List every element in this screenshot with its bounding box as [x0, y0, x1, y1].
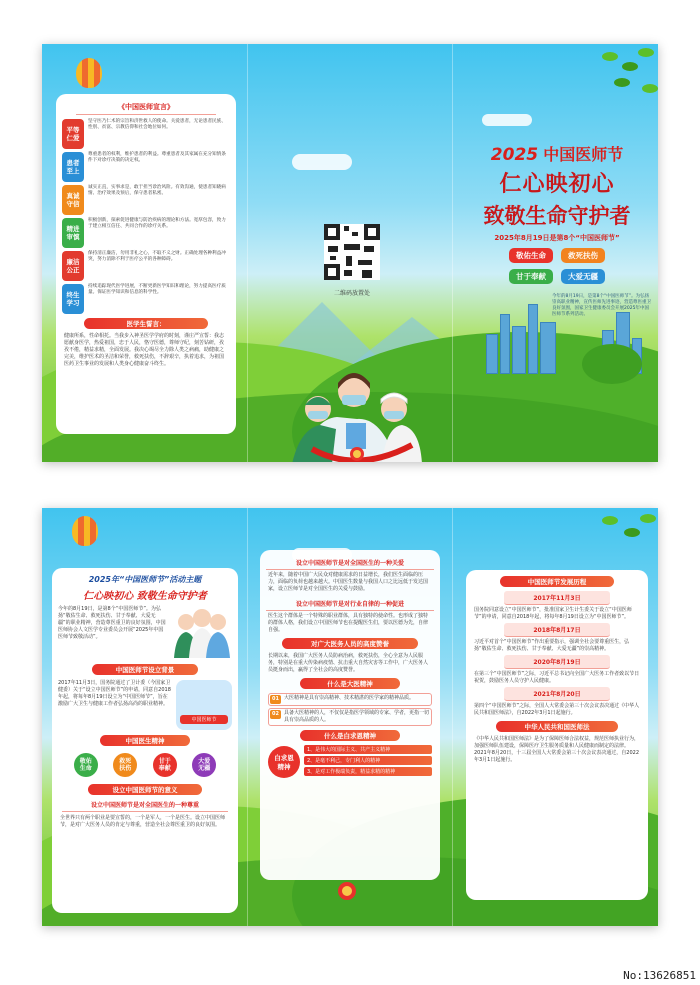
- leaf-icon: [602, 516, 618, 525]
- s1-text: 近年来，随着中国广大民众对健康需求的日益增长，我们医生面临的压力，面临的负荷也越来越大。中国医生数量与我国人口之比远低于发达国家，设立医师节是对全国医生的关爱与鼓励。: [268, 572, 429, 592]
- fold-line: [247, 508, 248, 926]
- declaration-text: 尊重患者的权利，维护患者的利益。尊重患者及其家属在充分知情条件下对诊疗决策的决定权。: [88, 152, 226, 163]
- event-text: 在第三个“中国医师节”之际，习近平总书记向全国广大医务工作者致以节日祝贺，鼓励医务人员守护人民健康。: [474, 671, 640, 684]
- s3-text: 长期以来，我国广大医务人员防病治病，救死扶伤，全心全意为人民服务，特别是在重大传染病疫情、抗击重大自然灾害等工作中，广大医务人员挺身而出，赢得了全社会的高度赞誉。: [268, 653, 429, 673]
- s5-item: 2、是毫不利己，专门利人的精神: [304, 756, 432, 765]
- s4-list: [260, 693, 440, 726]
- event-date: 2017年11月3日: [504, 591, 610, 605]
- watermark-id: No:13626851: [623, 969, 696, 982]
- oath-title: 医学生誓言：: [84, 318, 208, 329]
- declaration-text: 坚守医乃仁术的宗旨和济世救人的使命。关爱患者，无论患者民族、性别、贫富、宗教信仰和社会地位如何。: [88, 119, 226, 130]
- spirit-circle: 大爱 无疆: [192, 753, 216, 777]
- leaf-icon: [602, 52, 618, 61]
- brochure-front: [42, 44, 658, 462]
- cover-badge: 救死扶伤: [561, 248, 605, 263]
- event-date: 2018年8月17日: [504, 623, 610, 637]
- declaration-item: [62, 218, 230, 248]
- intro-text: 今年的8月19日，是第8个“中国医师节”。为弘扬“敬佑生命、救死扶伤、甘于奉献、大爱无疆”的职业精神，营造尊医重卫的良好氛围，中国医师协会人文医学专业委员会开展“2025年中国医师节致敬活动”。: [58, 606, 166, 640]
- s4-title: 什么是大医精神: [300, 678, 400, 689]
- brochure-back: [42, 508, 658, 926]
- s1-title: 设立中国医师节是对全国医生的一种关爱: [266, 556, 434, 570]
- qr-caption: 二维码放置处: [333, 290, 370, 297]
- panel3-card: [466, 570, 648, 900]
- cover-title-block: [462, 142, 652, 284]
- declaration-item: [62, 119, 230, 149]
- qr-code-icon: [324, 224, 380, 280]
- declaration-tag: 真诚 守信: [62, 185, 84, 215]
- s2-title: 设立中国医师节是对行业自律的一种促进: [266, 597, 434, 611]
- s5-badge: 白求恩 精神: [268, 746, 300, 778]
- declaration-list: [56, 119, 236, 314]
- hot-air-balloon-icon: [76, 58, 102, 88]
- cloud: [292, 154, 352, 170]
- spirit-circle: 救死 扶伤: [113, 753, 137, 777]
- declaration-tag: 平等 仁爱: [62, 119, 84, 149]
- s2-text: 医生这个群体是一个特殊的职业群体，具有独特的使命性。也形成了独特的群体人格，我们设立中国医师节也在提醒医生们，要以医德为先，自律自强。: [268, 613, 429, 633]
- tree-icon: [582, 344, 642, 384]
- intro-row: [52, 602, 238, 662]
- s4-num: 02: [272, 711, 279, 717]
- cover-badges: [462, 248, 652, 284]
- cover-line2: 致敬生命守护者: [483, 204, 631, 228]
- cover-festival: 中国医师节: [543, 145, 624, 164]
- declaration-text: 诚实正直，实事求是，敢于担当诊治风险。有效沟通，使患者知晓病情、治疗效果及预后，保守患者私密。: [88, 185, 226, 196]
- spirit-circle: 甘于 奉献: [153, 753, 177, 777]
- oath-text: 健康所系，性命相托。当我步入神圣医学学府的时刻，谨庄严宣誓：我志愿献身医学，热爱祖国，忠于人民，恪守医德，尊师守纪，刻苦钻研，孜孜不倦，精益求精，全面发展。我决心竭尽全力除人类之病痛，助健康之完美，维护医术的圣洁和荣誉，救死扶伤，不辞艰辛，执着追求，为祖国医药卫生事业的发展和人类身心健康奋斗终生。: [64, 333, 225, 367]
- declaration-title: 《中国医师宣言》: [76, 100, 216, 115]
- cover-intro: 今年的8月19日，是第8个“中国医师节”。为弘扬崇高职业精神，宣传医师先进事迹，营造尊医重卫良好氛围，国家卫生健康委员会开展2025年中国医师节系列活动。: [552, 294, 651, 317]
- theme-line: 仁心映初心 致敬生命守护者: [83, 591, 207, 602]
- cover-badge: 敬佑生命: [509, 248, 553, 263]
- declaration-text: 积极创新，探索促进健康与防治疾病的理论和方法。宽厚包容，致力于建立相互信任、共同合作的诊疗关系。: [88, 218, 226, 229]
- s4-item: [268, 693, 432, 706]
- s4-item: [268, 708, 432, 726]
- declaration-item: [62, 185, 230, 215]
- leaf-icon: [622, 62, 638, 71]
- leaf-icon: [642, 84, 658, 93]
- law-text: 《中华人民共和国医师法》是为了保障医师合法权益，规范医师执业行为，加强医师队伍建设，保障医疗卫生服务质量和人民健康而制定的法律。2021年8月20日，十三届全国人大常委会第三十次会议表决通过，自2022年3月1日起施行。: [474, 736, 640, 763]
- cover-line1: 仁心映初心: [499, 172, 615, 197]
- spirit-list: [52, 748, 238, 782]
- declaration-item: [62, 251, 230, 281]
- doctor-figure-icon: [332, 876, 362, 906]
- declaration-item: [62, 152, 230, 182]
- bg-title: 中国医师节设立背景: [92, 664, 198, 675]
- declaration-item: [62, 284, 230, 314]
- declaration-card: [56, 94, 236, 434]
- cover-badge: 大爱无疆: [561, 269, 605, 284]
- cover-badge: 甘于奉献: [509, 269, 553, 284]
- qr-placeholder: [324, 224, 380, 280]
- leaf-icon: [624, 528, 640, 537]
- doctors-illustration: [292, 349, 422, 462]
- history-title: 中国医师节发展历程: [500, 576, 614, 587]
- doctor-sticker-icon: [176, 680, 232, 730]
- s4-text: 具备大医精神的人，不仅仅是指医学领域的专家、学者，更指一切具有崇高品质的人。: [283, 710, 429, 723]
- declaration-tag: 患者 至上: [62, 152, 84, 182]
- panel1-card: [52, 568, 238, 913]
- event-text: 国务院同意设立“中国医师节”，批准国家卫生计生委关于设立“中国医师节”的申请，同意自2018年起，将每年8月19日设立为“中国医师节”。: [474, 607, 632, 620]
- event-text: 习近平对首个“中国医师节”作出重要指示，强调全社会要尊重医生，弘扬“敬佑生命、救死扶伤、甘于奉献、大爱无疆”的崇高精神。: [474, 639, 630, 652]
- history-list: [466, 591, 648, 717]
- declaration-text: 保持清正廉洁，勿用非礼之心，不取不义之财。正确处理各种利益冲突，努力消除不利于医疗公平的各种障碍。: [88, 251, 226, 262]
- s4-num: 01: [272, 696, 279, 702]
- bg-text: 2017年11月3日，国务院通过了卫计委（今国家卫健委）关于“设立中国医师节”的申请，同意自2018年起，将每年8月19日设立为“中国医师节”，旨在激励广大卫生与健康工作者弘扬高尚的职业精神。: [58, 680, 171, 707]
- meaning-sub: 设立中国医师节是对全国医生的一种尊重: [62, 798, 228, 812]
- doctors-icon: [292, 349, 422, 462]
- event-date: 2021年8月20日: [504, 687, 610, 701]
- declaration-tag: 精进 审慎: [62, 218, 84, 248]
- s5-title: 什么是白求恩精神: [300, 730, 400, 741]
- s4-text: 大医精神是具有崇高精神、技术精湛的医学家的精神品质。: [283, 695, 414, 701]
- s5-item: 3、是对工作极端负责，精益求精的精神: [304, 767, 432, 776]
- s3-title: 对广大医务人员的高度赞誉: [282, 638, 418, 649]
- leaf-icon: [638, 48, 654, 57]
- s5-item: 1、是伟大的国际主义、共产主义精神: [304, 745, 432, 754]
- meaning-text: 全世界只有两个职业是要宣誓的，一个是军人，一个是医生。设立中国医师节，是对广大医务人员的肯定与尊重，营造全社会尊医重卫的良好氛围。: [60, 815, 226, 828]
- bg-row: [52, 677, 238, 733]
- doctors-icon: [172, 606, 232, 658]
- s5-list: [304, 745, 432, 778]
- fold-line: [452, 44, 453, 462]
- declaration-tag: 廉洁 公正: [62, 251, 84, 281]
- spirit-circle: 敬佑 生命: [74, 753, 98, 777]
- event-date: 2020年8月19日: [504, 655, 610, 669]
- hot-air-balloon-icon: [72, 516, 98, 546]
- sticker-label: 中国医师节: [180, 715, 228, 724]
- event-text: 第四个“中国医师节”之际，全国人大常委会第三十次会议表决通过《中华人民共和国医师法》，自2022年3月1日起施行。: [474, 703, 640, 716]
- cover-year: 2025: [490, 145, 539, 165]
- spirit-title: 中国医生精神: [100, 735, 190, 746]
- declaration-text: 持续追踪现代医学进展，不断更新医学知识和理论，努力提高医疗质量。保证医学知识和信息的科学性。: [88, 284, 226, 295]
- fold-line: [247, 44, 248, 462]
- cover-date: 2025年8月19日是第8个“中国医师节”: [494, 234, 620, 242]
- panel2-card: [260, 550, 440, 880]
- s5-row: [260, 745, 440, 778]
- cloud: [482, 114, 532, 126]
- theme-title: 2025年“中国医师节”活动主题: [88, 575, 202, 584]
- declaration-tag: 终生 学习: [62, 284, 84, 314]
- meaning-title: 设立中国医师节的意义: [88, 784, 202, 795]
- law-title: 中华人民共和国医师法: [496, 721, 618, 732]
- leaf-icon: [614, 78, 630, 87]
- leaf-icon: [640, 514, 656, 523]
- fold-line: [452, 508, 453, 926]
